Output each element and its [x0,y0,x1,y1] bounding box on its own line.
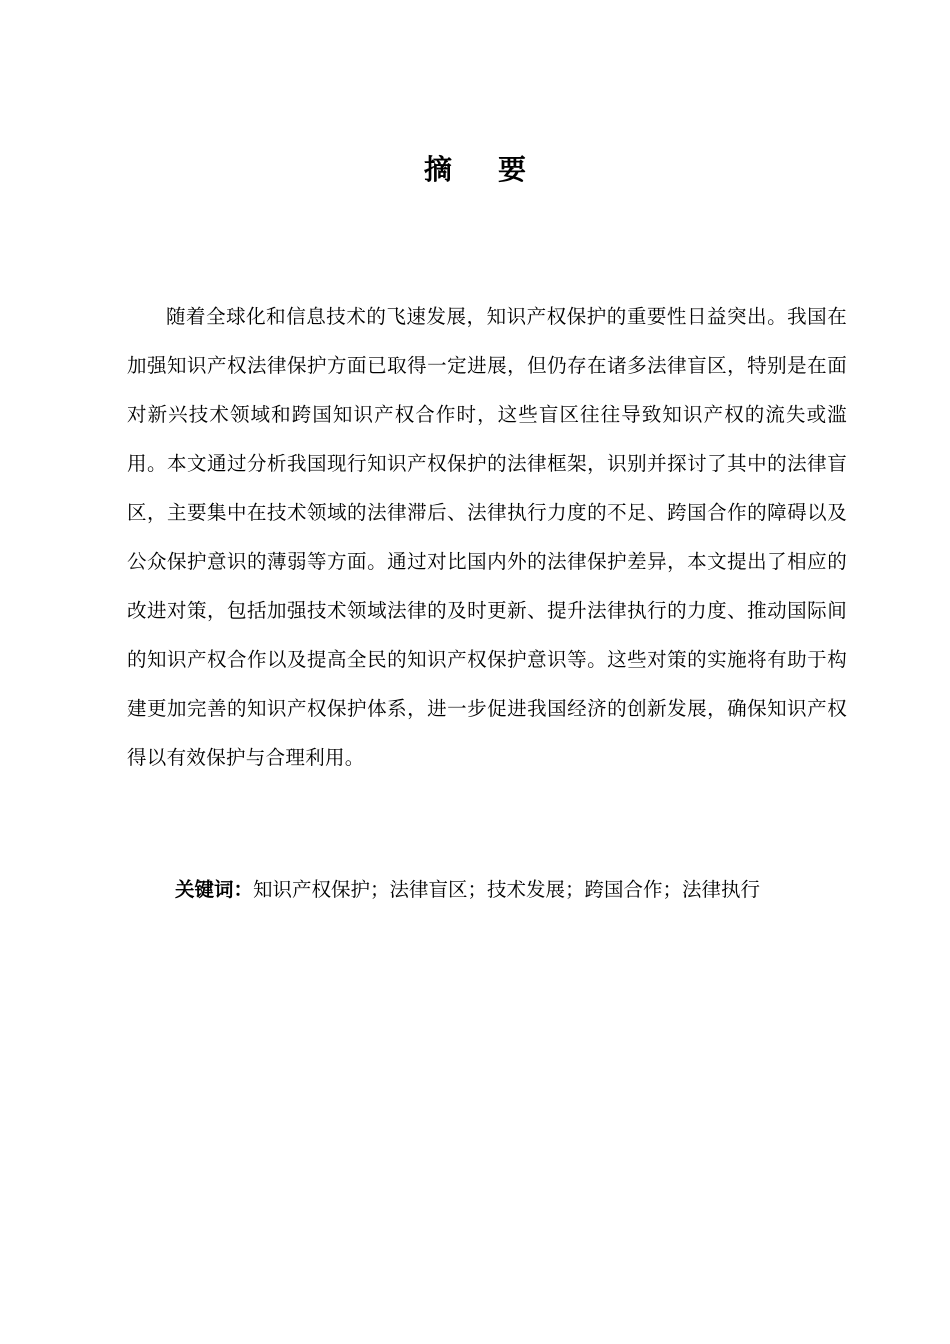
abstract-paragraph: 随着全球化和信息技术的飞速发展，知识产权保护的重要性日益突出。我国在加强知识产权法律保护方面已取得一定进展，但仍存在诸多法律盲区，特别是在面对新兴技术领域和跨国知识产权合作时，这些盲区往往导致知识产权的流失或滥用。本文通过分析我国现行知识产权保护的法律框架，识别并探讨了其中的法律盲区，主要集中在技术领域的法律滞后、法律执行力度的不足、跨国合作的障碍以及公众保护意识的薄弱等方面。通过对比国内外的法律保护差异，本文提出了相应的改进对策，包括加强技术领域法律的及时更新、提升法律执行的力度、推动国际间的知识产权合作以及提高全民的知识产权保护意识等。这些对策的实施将有助于构建更加完善的知识产权保护体系，进一步促进我国经济的创新发展，确保知识产权得以有效保护与合理利用。 [127,305,847,769]
keywords-label: 关键词： [175,878,254,901]
page-title [0,150,950,190]
keywords-line [175,870,855,910]
title-char-2: 要 [498,153,527,186]
keywords-value: 知识产权保护；法律盲区；技术发展；跨国合作；法律执行 [253,878,761,901]
title-char-1: 摘 [423,153,452,186]
